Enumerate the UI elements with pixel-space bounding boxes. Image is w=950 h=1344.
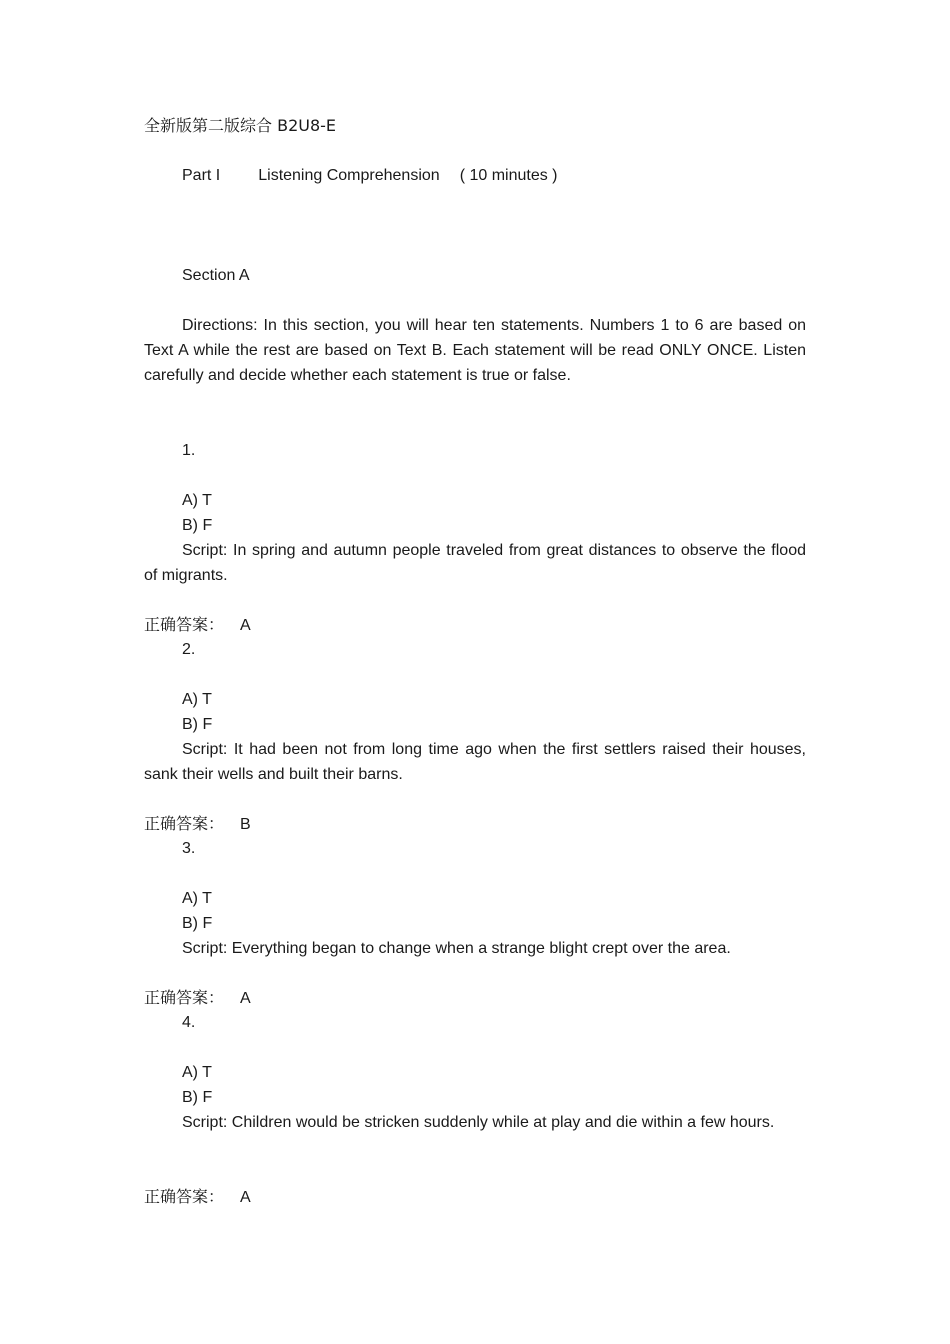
correct-answer	[144, 1184, 806, 1209]
question-script: Script: Children would be stricken suddenly while at play and die within a few hours.	[182, 1114, 775, 1131]
correct-answer	[144, 612, 806, 637]
answer-value: A	[240, 1189, 251, 1206]
document-page	[144, 0, 806, 1344]
option-b: B) F	[182, 915, 213, 932]
option-a: A) T	[182, 691, 212, 708]
answer-label: 正确答案：	[144, 988, 225, 1007]
question-script: Script: It had been not from long time ago when the first settlers raised their houses, sank their wells and built their barns.	[144, 741, 806, 783]
part-label: Part I	[182, 167, 221, 184]
correct-answer	[144, 811, 806, 836]
answer-value: B	[240, 816, 251, 833]
section-heading: Section A	[182, 267, 250, 284]
part-name: Listening Comprehension	[258, 167, 440, 184]
question-script: Script: In spring and autumn people traveled from great distances to observe the flood of migrants.	[144, 542, 806, 584]
correct-answer	[144, 985, 806, 1010]
answer-label: 正确答案：	[144, 814, 225, 833]
document-title: 全新版第二版综合 B2U8-E	[144, 116, 337, 135]
question-number: 2.	[182, 641, 196, 658]
question-number: 1.	[182, 442, 196, 459]
answer-label: 正确答案：	[144, 615, 225, 634]
part-heading	[182, 163, 806, 188]
answer-value: A	[240, 990, 251, 1007]
question-script: Script: Everything began to change when a strange blight crept over the area.	[182, 940, 731, 957]
question-number: 3.	[182, 840, 196, 857]
option-a: A) T	[182, 890, 212, 907]
question-number: 4.	[182, 1014, 196, 1031]
directions-paragraph: Directions: In this section, you will hear ten statements. Numbers 1 to 6 are based on Text A while the rest are based on Text B. Each statement will be read ONLY ONCE. Listen carefully and decide whether each statement is true or false.	[144, 317, 806, 384]
option-b: B) F	[182, 1089, 213, 1106]
option-b: B) F	[182, 716, 213, 733]
option-a: A) T	[182, 492, 212, 509]
option-a: A) T	[182, 1064, 212, 1081]
answer-label: 正确答案：	[144, 1187, 225, 1206]
answer-value: A	[240, 617, 251, 634]
option-b: B) F	[182, 517, 213, 534]
part-time: ( 10 minutes )	[459, 167, 558, 184]
